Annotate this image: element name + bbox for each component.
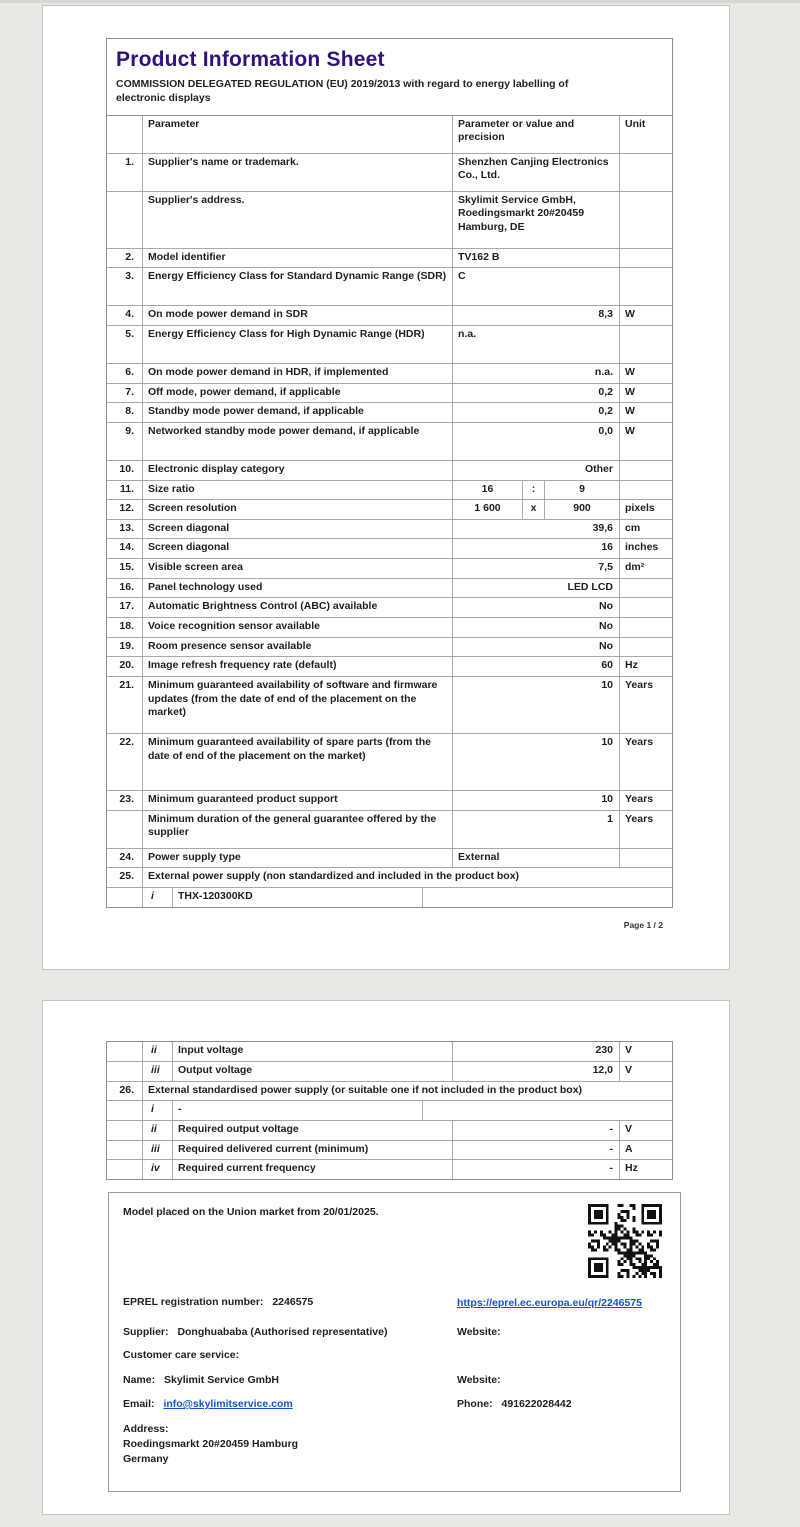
address-line1: Roedingsmarkt 20#20459 Hamburg (123, 1438, 299, 1451)
value-cell: No (452, 617, 619, 637)
table-row (107, 191, 672, 248)
address-line2: Germany (123, 1453, 169, 1466)
value-cell: 12,0 (452, 1061, 619, 1081)
sub-item-value-cell: - (172, 1100, 422, 1120)
email-cell (123, 1398, 457, 1410)
table-row (107, 363, 672, 383)
row-number-cell: 21. (107, 676, 142, 733)
table-row (107, 656, 672, 676)
unit-cell (619, 191, 672, 248)
unit-cell: Hz (619, 1159, 672, 1179)
unit-cell: W (619, 383, 672, 403)
value-cell: 39,6 (452, 519, 619, 539)
value-cell: n.a. (452, 325, 619, 363)
parameter-cell: Energy Efficiency Class for High Dynamic Range (HDR) (142, 325, 452, 363)
sub-item-marker-cell: iii (142, 1140, 172, 1160)
header-unit-cell: Unit (619, 116, 672, 153)
website-label-2: Website: (457, 1374, 501, 1387)
table-row (107, 153, 672, 191)
phone-number: 491622028442 (501, 1398, 572, 1411)
table-row (107, 597, 672, 617)
parameter-cell: Standby mode power demand, if applicable (142, 402, 452, 422)
email-label: Email: (123, 1398, 155, 1411)
unit-cell: V (619, 1120, 672, 1140)
value-cell: 10 (452, 733, 619, 790)
value-part-cell: 9 (544, 480, 619, 500)
row-number-cell: 23. (107, 790, 142, 810)
row-number-cell: 14. (107, 538, 142, 558)
unit-cell: Years (619, 790, 672, 810)
value-part-cell: 16 (452, 480, 522, 500)
sub-item-value-cell: THX-120300KD (172, 887, 422, 907)
table-row (107, 637, 672, 657)
table-row (107, 1120, 672, 1140)
value-cell: Skylimit Service GmbH, Roedingsmarkt 20#20459 Hamburg, DE (452, 191, 619, 248)
value-cell: 7,5 (452, 558, 619, 578)
table-row (107, 1042, 672, 1061)
unit-cell: Years (619, 733, 672, 790)
product-parameters-table (107, 115, 672, 907)
qr-code (588, 1204, 662, 1278)
row-number-cell: 22. (107, 733, 142, 790)
unit-cell (619, 267, 672, 305)
unit-cell (619, 480, 672, 500)
table-row (107, 676, 672, 733)
row-number-cell (107, 1159, 142, 1179)
supplier-label: Supplier: (123, 1326, 169, 1339)
sub-item-marker-cell: iii (142, 1061, 172, 1081)
value-cell: No (452, 597, 619, 617)
power-supply-table (107, 1042, 672, 1179)
value-cell: n.a. (452, 363, 619, 383)
unit-cell: inches (619, 538, 672, 558)
document-page-1 (42, 5, 730, 970)
row-number-cell: 15. (107, 558, 142, 578)
value-cell: 0,2 (452, 402, 619, 422)
table-row (107, 248, 672, 268)
eprel-link-cell (457, 1296, 666, 1310)
eprel-number: 2246575 (272, 1295, 314, 1308)
value-cell: 16 (452, 538, 619, 558)
sub-item-marker-cell: ii (142, 1120, 172, 1140)
table-row (107, 578, 672, 598)
parameter-cell: Networked standby mode power demand, if applicable (142, 422, 452, 460)
unit-cell: W (619, 363, 672, 383)
table-row (107, 499, 672, 519)
value-cell: 10 (452, 790, 619, 810)
website-cell-2 (457, 1374, 666, 1386)
table-row (107, 383, 672, 403)
customer-care-heading: Customer care service: (123, 1349, 240, 1362)
supplier-row (123, 1326, 666, 1338)
name-label: Name: (123, 1374, 156, 1387)
parameter-cell: Automatic Brightness Control (ABC) available (142, 597, 452, 617)
row-number-cell (107, 191, 142, 248)
unit-cell: V (619, 1042, 672, 1061)
parameter-cell: Panel technology used (142, 578, 452, 598)
table-row (107, 790, 672, 810)
table-row (107, 887, 672, 907)
supplier-info-box (108, 1192, 681, 1492)
value-cell: External (452, 848, 619, 868)
row-number-cell: 10. (107, 460, 142, 480)
row-number-cell: 7. (107, 383, 142, 403)
unit-cell (619, 637, 672, 657)
row-number-cell (107, 1042, 142, 1061)
unit-cell: dm² (619, 558, 672, 578)
parameter-cell: Screen resolution (142, 499, 452, 519)
page-title: Product Information Sheet (116, 48, 385, 71)
table-row (107, 1100, 672, 1120)
parameter-cell: Power supply type (142, 848, 452, 868)
customer-care-name: Skylimit Service GmbH (164, 1374, 279, 1387)
parameter-cell: On mode power demand in HDR, if implemented (142, 363, 452, 383)
value-cell: - (452, 1159, 619, 1179)
unit-cell: cm (619, 519, 672, 539)
row-number-cell (107, 887, 142, 907)
table-row (107, 305, 672, 325)
eprel-label: EPREL registration number: (123, 1295, 264, 1308)
table-row (107, 422, 672, 460)
value-cell: 0,0 (452, 422, 619, 460)
table-row (107, 867, 672, 887)
parameter-cell: Visible screen area (142, 558, 452, 578)
row-number-cell (107, 1120, 142, 1140)
row-number-cell: 11. (107, 480, 142, 500)
unit-cell (619, 153, 672, 191)
row-number-cell: 6. (107, 363, 142, 383)
table-row (107, 1159, 672, 1179)
unit-cell: W (619, 305, 672, 325)
sub-item-marker-cell: i (142, 1100, 172, 1120)
unit-cell: V (619, 1061, 672, 1081)
market-row (123, 1204, 666, 1278)
table-row (107, 460, 672, 480)
parameter-cell: Model identifier (142, 248, 452, 268)
value-cell: 8,3 (452, 305, 619, 325)
table-row (107, 617, 672, 637)
table-row (107, 558, 672, 578)
parameter-cell: Minimum duration of the general guarantee offered by the supplier (142, 810, 452, 848)
email-link[interactable]: info@skylimitservice.com (163, 1398, 293, 1411)
row-number-cell: 8. (107, 402, 142, 422)
row-number-cell: 26. (107, 1081, 142, 1101)
value-cell: 0,2 (452, 383, 619, 403)
parameter-cell: Size ratio (142, 480, 452, 500)
row-number-cell (107, 1100, 142, 1120)
parameter-cell: Energy Efficiency Class for Standard Dynamic Range (SDR) (142, 267, 452, 305)
parameter-cell: Supplier's name or trademark. (142, 153, 452, 191)
row-number-cell: 2. (107, 248, 142, 268)
unit-cell (619, 597, 672, 617)
table-row (107, 538, 672, 558)
row-number-cell: 16. (107, 578, 142, 598)
page1-content-box (106, 38, 673, 908)
table-row (107, 519, 672, 539)
eprel-registration (123, 1296, 457, 1310)
parameter-cell: Minimum guaranteed product support (142, 790, 452, 810)
phone-cell (457, 1398, 666, 1410)
supplier-name: Donghuababa (Authorised representative) (177, 1326, 388, 1339)
address-label: Address: (123, 1423, 169, 1436)
unit-cell: Years (619, 810, 672, 848)
unit-cell: Years (619, 676, 672, 733)
value-cell: Other (452, 460, 619, 480)
parameter-cell: Supplier's address. (142, 191, 452, 248)
value-cell: 1 (452, 810, 619, 848)
unit-cell (619, 578, 672, 598)
unit-cell (619, 617, 672, 637)
parameter-cell: Off mode, power demand, if applicable (142, 383, 452, 403)
name-cell (123, 1374, 457, 1386)
unit-cell (619, 848, 672, 868)
table-row (107, 1061, 672, 1081)
value-cell: TV162 B (452, 248, 619, 268)
unit-cell: pixels (619, 499, 672, 519)
unit-cell (619, 325, 672, 363)
eprel-row (123, 1296, 666, 1310)
supplier-cell (123, 1326, 457, 1338)
parameter-cell: Minimum guaranteed availability of software and firmware updates (from the date of end of the placement on the market) (142, 676, 452, 733)
value-cell: 60 (452, 656, 619, 676)
table-row (107, 267, 672, 305)
parameter-cell: Image refresh frequency rate (default) (142, 656, 452, 676)
table-row (107, 1140, 672, 1160)
parameter-cell: Electronic display category (142, 460, 452, 480)
sub-item-marker-cell: iv (142, 1159, 172, 1179)
spanning-parameter-cell: External standardised power supply (or suitable one if not included in the product box) (142, 1081, 672, 1101)
value-part-cell: 900 (544, 499, 619, 519)
value-cell: - (452, 1120, 619, 1140)
eprel-link[interactable]: https://eprel.ec.europa.eu/qr/2246575 (457, 1296, 642, 1309)
row-number-cell: 5. (107, 325, 142, 363)
table-row (107, 733, 672, 790)
unit-cell (619, 460, 672, 480)
value-cell: 10 (452, 676, 619, 733)
header-parameter-cell: Parameter (142, 116, 452, 153)
spanning-parameter-cell: External power supply (non standardized and included in the product box) (142, 867, 672, 887)
row-number-cell: 19. (107, 637, 142, 657)
unit-cell (619, 248, 672, 268)
power-supply-table-wrap (106, 1041, 673, 1180)
row-number-cell (107, 810, 142, 848)
value-separator-cell: : (522, 480, 544, 500)
value-cell: C (452, 267, 619, 305)
value-part-cell: 1 600 (452, 499, 522, 519)
parameter-cell: Voice recognition sensor available (142, 617, 452, 637)
address-block (123, 1422, 666, 1468)
table-row (107, 810, 672, 848)
row-number-cell: 12. (107, 499, 142, 519)
unit-cell (422, 1100, 672, 1120)
row-number-cell (107, 1140, 142, 1160)
row-number-cell: 1. (107, 153, 142, 191)
parameter-cell: Screen diagonal (142, 519, 452, 539)
parameter-cell: On mode power demand in SDR (142, 305, 452, 325)
value-cell: LED LCD (452, 578, 619, 598)
parameter-cell: Required current frequency (172, 1159, 452, 1179)
value-cell: Shenzhen Canjing Electronics Co., Ltd. (452, 153, 619, 191)
unit-cell (422, 887, 672, 907)
table-row (107, 325, 672, 363)
website-cell-1 (457, 1326, 666, 1338)
name-row (123, 1374, 666, 1386)
value-cell: 230 (452, 1042, 619, 1061)
row-number-cell: 20. (107, 656, 142, 676)
parameter-cell: Output voltage (172, 1061, 452, 1081)
row-number-cell: 9. (107, 422, 142, 460)
table-header-row (107, 116, 672, 153)
value-separator-cell: x (522, 499, 544, 519)
row-number-cell: 24. (107, 848, 142, 868)
header-value-cell: Parameter or value and precision (452, 116, 619, 153)
parameter-cell: Room presence sensor available (142, 637, 452, 657)
value-cell: No (452, 637, 619, 657)
parameter-cell: Input voltage (172, 1042, 452, 1061)
row-number-cell: 17. (107, 597, 142, 617)
email-row (123, 1398, 666, 1410)
sub-item-marker-cell: i (142, 887, 172, 907)
header-num-cell (107, 116, 142, 153)
parameter-cell: Screen diagonal (142, 538, 452, 558)
table-row (107, 402, 672, 422)
sub-item-marker-cell: ii (142, 1042, 172, 1061)
unit-cell: W (619, 402, 672, 422)
document-page-2 (42, 1000, 730, 1515)
page-number: Page 1 / 2 (623, 919, 663, 930)
parameter-cell: Required output voltage (172, 1120, 452, 1140)
unit-cell: A (619, 1140, 672, 1160)
table-row (107, 1081, 672, 1101)
unit-cell: W (619, 422, 672, 460)
row-number-cell: 13. (107, 519, 142, 539)
row-number-cell: 3. (107, 267, 142, 305)
website-label-1: Website: (457, 1326, 501, 1339)
row-number-cell (107, 1061, 142, 1081)
regulation-subtitle: COMMISSION DELEGATED REGULATION (EU) 2019/2013 with regard to energy labelling of electronic displays (116, 78, 569, 104)
phone-label: Phone: (457, 1398, 493, 1411)
table-row (107, 480, 672, 500)
row-number-cell: 25. (107, 867, 142, 887)
parameter-cell: Required delivered current (minimum) (172, 1140, 452, 1160)
row-number-cell: 4. (107, 305, 142, 325)
table-row (107, 848, 672, 868)
row-number-cell: 18. (107, 617, 142, 637)
unit-cell: Hz (619, 656, 672, 676)
market-placement-text: Model placed on the Union market from 20/01/2025. (123, 1205, 379, 1218)
parameter-cell: Minimum guaranteed availability of spare parts (from the date of end of the placement on the market) (142, 733, 452, 790)
value-cell: - (452, 1140, 619, 1160)
